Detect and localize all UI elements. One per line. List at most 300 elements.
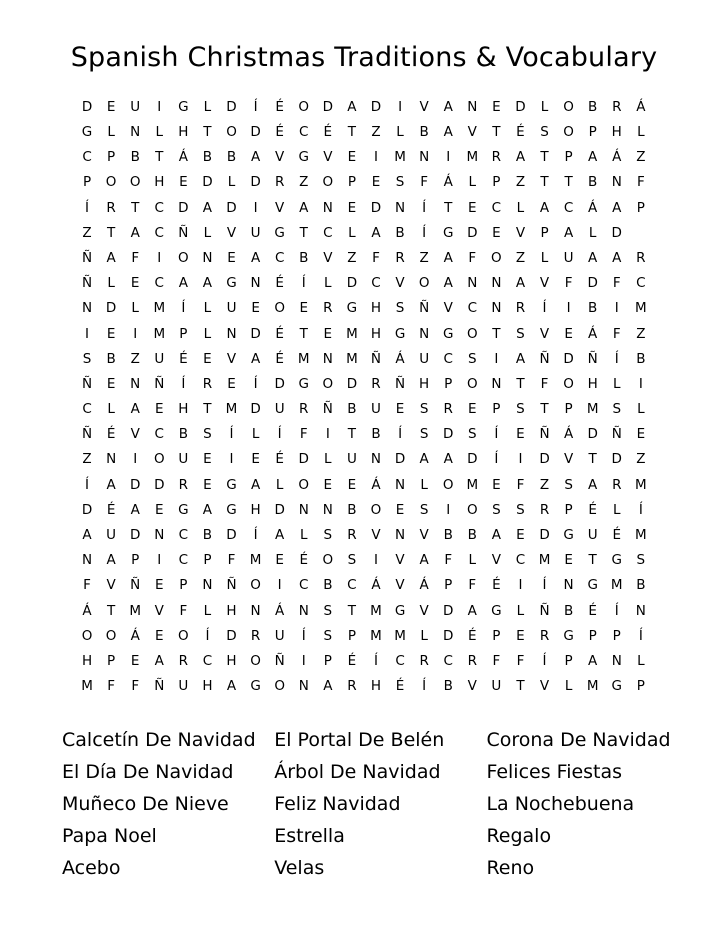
grid-cell[interactable]: F xyxy=(372,249,380,266)
grid-cell[interactable]: C xyxy=(347,577,357,594)
grid-cell[interactable]: B xyxy=(371,426,381,443)
grid-cell[interactable]: P xyxy=(564,652,573,669)
grid-cell[interactable]: É xyxy=(275,275,284,292)
grid-cell[interactable]: U xyxy=(587,527,598,544)
grid-cell[interactable]: V xyxy=(515,224,526,241)
grid-cell[interactable]: I xyxy=(373,149,378,166)
grid-cell[interactable]: Z xyxy=(636,325,646,342)
grid-cell[interactable]: N xyxy=(370,451,382,468)
grid-cell[interactable]: V xyxy=(106,577,116,594)
grid-cell[interactable]: F xyxy=(540,375,549,392)
grid-cell[interactable]: E xyxy=(251,300,260,317)
grid-cell[interactable]: D xyxy=(274,375,285,392)
grid-cell[interactable]: B xyxy=(347,501,357,518)
word-list-item[interactable]: Papa Noel xyxy=(62,824,157,847)
grid-cell[interactable]: T xyxy=(492,124,501,141)
grid-cell[interactable]: O xyxy=(322,552,334,569)
grid-cell[interactable]: M xyxy=(346,350,358,367)
grid-cell[interactable]: V xyxy=(154,602,164,619)
grid-cell[interactable]: M xyxy=(370,627,382,644)
grid-cell[interactable]: O xyxy=(563,124,574,141)
grid-cell[interactable]: D xyxy=(394,451,406,468)
grid-cell[interactable]: D xyxy=(515,98,526,115)
grid-cell[interactable]: Ñ xyxy=(154,375,165,392)
grid-cell[interactable]: G xyxy=(226,501,237,518)
grid-cell[interactable]: Z xyxy=(130,350,140,367)
grid-cell[interactable]: V xyxy=(395,275,405,292)
grid-cell[interactable]: E xyxy=(106,98,116,115)
grid-cell[interactable]: V xyxy=(563,451,574,468)
grid-cell[interactable]: M xyxy=(466,149,479,166)
grid-cell[interactable]: Z xyxy=(299,174,309,191)
grid-cell[interactable]: A xyxy=(515,149,526,166)
grid-cell[interactable]: M xyxy=(635,300,647,317)
grid-cell[interactable]: V xyxy=(371,527,381,544)
grid-cell[interactable]: U xyxy=(346,451,357,468)
grid-cell[interactable]: Ñ xyxy=(419,300,430,317)
word-list-item[interactable]: Regalo xyxy=(486,824,552,847)
grid-cell[interactable]: I xyxy=(638,375,643,392)
grid-cell[interactable]: S xyxy=(492,501,501,518)
grid-cell[interactable]: E xyxy=(492,98,501,115)
grid-cell[interactable]: M xyxy=(346,325,358,342)
grid-cell[interactable]: L xyxy=(203,602,212,619)
grid-cell[interactable]: G xyxy=(298,149,309,166)
grid-cell[interactable]: V xyxy=(226,224,237,241)
grid-cell[interactable]: T xyxy=(588,451,597,468)
grid-cell[interactable]: G xyxy=(587,577,598,594)
grid-cell[interactable]: I xyxy=(133,325,138,342)
grid-cell[interactable]: B xyxy=(202,149,213,166)
grid-cell[interactable]: M xyxy=(249,552,262,569)
grid-cell[interactable]: O xyxy=(105,174,117,191)
grid-cell[interactable]: C xyxy=(274,249,285,266)
grid-cell[interactable]: R xyxy=(467,652,477,669)
grid-cell[interactable]: N xyxy=(395,527,406,544)
grid-cell[interactable]: Á xyxy=(563,426,574,443)
grid-cell[interactable]: F xyxy=(131,678,140,695)
grid-cell[interactable]: R xyxy=(612,98,622,115)
grid-cell[interactable]: L xyxy=(540,98,549,115)
word-list-item[interactable]: Felices Fiestas xyxy=(486,760,623,783)
grid-cell[interactable]: D xyxy=(587,275,598,292)
grid-cell[interactable]: G xyxy=(563,527,574,544)
grid-cell[interactable]: T xyxy=(516,375,525,392)
grid-cell[interactable]: C xyxy=(178,527,189,544)
grid-cell[interactable]: L xyxy=(203,325,212,342)
grid-cell[interactable]: M xyxy=(153,325,166,342)
grid-cell[interactable]: P xyxy=(492,401,501,418)
grid-cell[interactable]: Á xyxy=(275,602,285,619)
grid-cell[interactable]: E xyxy=(155,501,164,518)
grid-cell[interactable]: B xyxy=(588,174,598,191)
grid-cell[interactable]: V xyxy=(539,678,550,695)
grid-cell[interactable]: B xyxy=(395,224,405,241)
grid-cell[interactable]: D xyxy=(563,350,574,367)
grid-cell[interactable]: V xyxy=(539,325,550,342)
grid-cell[interactable]: Í xyxy=(205,627,210,644)
grid-cell[interactable]: T xyxy=(106,224,116,241)
word-list-item[interactable]: El Portal De Belén xyxy=(274,728,445,751)
grid-cell[interactable]: V xyxy=(491,552,501,569)
grid-cell[interactable]: A xyxy=(443,98,453,115)
grid-cell[interactable]: P xyxy=(564,501,573,518)
grid-cell[interactable]: Í xyxy=(494,426,499,443)
grid-cell[interactable]: R xyxy=(395,249,405,266)
grid-cell[interactable]: L xyxy=(564,678,573,695)
word-list-item[interactable]: Reno xyxy=(486,856,535,879)
grid-cell[interactable]: O xyxy=(274,678,285,695)
grid-cell[interactable]: É xyxy=(275,325,284,342)
grid-cell[interactable]: M xyxy=(466,476,479,493)
grid-cell[interactable]: N xyxy=(202,577,213,594)
grid-cell[interactable]: V xyxy=(467,124,477,141)
grid-cell[interactable]: D xyxy=(467,451,478,468)
grid-cell[interactable]: V xyxy=(323,149,333,166)
grid-cell[interactable]: A xyxy=(539,199,550,216)
grid-cell[interactable]: H xyxy=(226,652,237,669)
grid-cell[interactable]: M xyxy=(297,350,310,367)
grid-cell[interactable]: V xyxy=(443,300,453,317)
grid-cell[interactable]: É xyxy=(275,451,284,468)
grid-cell[interactable]: E xyxy=(227,249,236,266)
grid-cell[interactable]: E xyxy=(106,375,116,392)
grid-cell[interactable]: Z xyxy=(419,249,429,266)
grid-cell[interactable]: M xyxy=(538,552,551,569)
grid-cell[interactable]: N xyxy=(395,199,406,216)
grid-cell[interactable]: B xyxy=(588,98,598,115)
grid-cell[interactable]: M xyxy=(586,678,599,695)
grid-cell[interactable]: A xyxy=(588,249,598,266)
grid-cell[interactable]: G xyxy=(346,300,358,317)
grid-cell[interactable]: L xyxy=(637,124,645,141)
grid-cell[interactable]: I xyxy=(133,451,138,468)
grid-cell[interactable]: A xyxy=(202,501,213,518)
grid-cell[interactable]: O xyxy=(250,577,261,594)
grid-cell[interactable]: L xyxy=(203,224,212,241)
grid-cell[interactable]: Í xyxy=(542,652,547,669)
grid-cell[interactable]: H xyxy=(419,375,430,392)
grid-cell[interactable]: Í xyxy=(253,375,258,392)
grid-cell[interactable]: O xyxy=(226,124,237,141)
grid-cell[interactable]: D xyxy=(587,426,598,443)
grid-cell[interactable]: H xyxy=(250,501,261,518)
grid-cell[interactable]: É xyxy=(516,124,525,141)
grid-cell[interactable]: I xyxy=(373,552,378,569)
grid-cell[interactable]: Ñ xyxy=(226,577,237,594)
grid-cell[interactable]: S xyxy=(323,627,333,644)
grid-cell[interactable]: P xyxy=(203,552,212,569)
grid-cell[interactable]: G xyxy=(178,98,189,115)
grid-cell[interactable]: D xyxy=(539,451,550,468)
grid-cell[interactable]: É xyxy=(468,627,477,644)
grid-cell[interactable]: L xyxy=(516,199,525,216)
grid-cell[interactable]: O xyxy=(153,451,165,468)
grid-cell[interactable]: R xyxy=(250,627,261,644)
grid-cell[interactable]: Ñ xyxy=(539,602,550,619)
grid-cell[interactable]: I xyxy=(277,577,282,594)
grid-cell[interactable]: R xyxy=(178,652,189,669)
grid-cell[interactable]: I xyxy=(446,501,451,518)
grid-cell[interactable]: S xyxy=(564,476,573,493)
grid-cell[interactable]: E xyxy=(130,652,140,669)
grid-cell[interactable]: C xyxy=(178,552,189,569)
grid-cell[interactable]: P xyxy=(540,224,549,241)
grid-cell[interactable]: C xyxy=(299,124,309,141)
grid-cell[interactable]: G xyxy=(178,501,189,518)
grid-cell[interactable]: D xyxy=(539,527,550,544)
grid-cell[interactable]: Í xyxy=(277,426,282,443)
grid-cell[interactable]: O xyxy=(105,627,117,644)
grid-cell[interactable]: D xyxy=(467,224,478,241)
grid-cell[interactable]: O xyxy=(298,98,310,115)
grid-cell[interactable]: A xyxy=(250,350,261,367)
grid-cell[interactable]: I xyxy=(518,451,523,468)
grid-cell[interactable]: É xyxy=(395,678,405,695)
grid-cell[interactable]: T xyxy=(540,174,549,191)
grid-cell[interactable]: L xyxy=(227,174,236,191)
grid-cell[interactable]: E xyxy=(564,325,573,342)
grid-cell[interactable]: É xyxy=(299,552,308,569)
grid-cell[interactable]: R xyxy=(515,300,526,317)
grid-cell[interactable]: Á xyxy=(443,174,453,191)
grid-cell[interactable]: O xyxy=(442,476,454,493)
grid-cell[interactable]: E xyxy=(347,199,357,216)
grid-cell[interactable]: S xyxy=(516,325,525,342)
grid-cell[interactable]: T xyxy=(540,149,549,166)
grid-cell[interactable]: I xyxy=(446,149,451,166)
grid-cell[interactable]: M xyxy=(635,476,647,493)
grid-cell[interactable]: Á xyxy=(371,577,381,594)
grid-cell[interactable]: L xyxy=(612,501,621,518)
grid-cell[interactable]: D xyxy=(443,602,454,619)
grid-cell[interactable]: C xyxy=(202,652,213,669)
grid-cell[interactable]: E xyxy=(155,577,164,594)
grid-cell[interactable]: B xyxy=(323,577,333,594)
grid-cell[interactable]: Ñ xyxy=(395,375,406,392)
grid-cell[interactable]: U xyxy=(274,627,285,644)
grid-cell[interactable]: A xyxy=(443,249,453,266)
grid-cell[interactable]: Ñ xyxy=(274,652,285,669)
grid-cell[interactable]: N xyxy=(202,249,213,266)
grid-cell[interactable]: Í xyxy=(373,652,378,669)
grid-cell[interactable]: Í xyxy=(253,98,258,115)
grid-cell[interactable]: S xyxy=(323,527,333,544)
grid-cell[interactable]: G xyxy=(226,275,237,292)
grid-cell[interactable]: S xyxy=(395,300,405,317)
grid-cell[interactable]: Á xyxy=(588,199,598,216)
grid-cell[interactable]: M xyxy=(394,149,406,166)
grid-cell[interactable]: N xyxy=(106,451,117,468)
grid-cell[interactable]: I xyxy=(325,426,330,443)
grid-cell[interactable]: R xyxy=(636,249,646,266)
grid-cell[interactable]: A xyxy=(563,224,574,241)
grid-cell[interactable]: M xyxy=(635,527,647,544)
grid-cell[interactable]: Z xyxy=(636,149,646,166)
grid-cell[interactable]: L xyxy=(540,249,549,266)
grid-cell[interactable]: C xyxy=(395,652,405,669)
grid-cell[interactable]: S xyxy=(540,124,549,141)
grid-cell[interactable]: T xyxy=(564,174,573,191)
grid-cell[interactable]: N xyxy=(395,476,406,493)
grid-cell[interactable]: D xyxy=(105,300,117,317)
grid-cell[interactable]: V xyxy=(419,98,429,115)
grid-cell[interactable]: A xyxy=(588,149,598,166)
grid-cell[interactable]: H xyxy=(178,124,189,141)
word-list-item[interactable]: La Nochebuena xyxy=(486,792,635,815)
grid-cell[interactable]: O xyxy=(466,501,478,518)
grid-cell[interactable]: L xyxy=(203,98,212,115)
grid-cell[interactable]: G xyxy=(250,678,261,695)
grid-cell[interactable]: Z xyxy=(515,174,526,191)
grid-cell[interactable]: U xyxy=(178,678,189,695)
grid-cell[interactable]: A xyxy=(371,224,381,241)
grid-cell[interactable]: D xyxy=(370,199,382,216)
grid-cell[interactable]: G xyxy=(563,627,574,644)
grid-cell[interactable]: L xyxy=(107,124,115,141)
grid-cell[interactable]: N xyxy=(419,149,430,166)
grid-cell[interactable]: Í xyxy=(301,275,306,292)
grid-cell[interactable]: D xyxy=(250,325,261,342)
grid-cell[interactable]: N xyxy=(298,602,309,619)
grid-cell[interactable]: T xyxy=(540,401,549,418)
grid-cell[interactable]: É xyxy=(275,350,284,367)
grid-cell[interactable]: G xyxy=(442,224,454,241)
grid-cell[interactable]: D xyxy=(443,627,454,644)
grid-cell[interactable]: H xyxy=(370,325,382,342)
grid-cell[interactable]: T xyxy=(155,149,164,166)
grid-cell[interactable]: F xyxy=(612,325,621,342)
grid-cell[interactable]: Ñ xyxy=(81,426,93,443)
grid-cell[interactable]: N xyxy=(322,199,333,216)
grid-cell[interactable]: S xyxy=(612,401,622,418)
grid-cell[interactable]: A xyxy=(250,476,261,493)
grid-cell[interactable]: L xyxy=(107,401,115,418)
grid-cell[interactable]: A xyxy=(491,527,501,544)
grid-cell[interactable]: S xyxy=(636,552,646,569)
grid-cell[interactable]: A xyxy=(154,652,164,669)
grid-cell[interactable]: O xyxy=(418,275,430,292)
grid-cell[interactable]: O xyxy=(250,652,261,669)
grid-cell[interactable]: A xyxy=(419,552,429,569)
grid-cell[interactable]: N xyxy=(491,300,502,317)
grid-cell[interactable]: E xyxy=(492,224,501,241)
grid-cell[interactable]: Á xyxy=(395,350,405,367)
grid-cell[interactable]: F xyxy=(612,275,621,292)
grid-cell[interactable]: B xyxy=(443,678,453,695)
grid-cell[interactable]: R xyxy=(491,149,502,166)
grid-cell[interactable]: L xyxy=(251,426,260,443)
grid-cell[interactable]: A xyxy=(515,350,526,367)
grid-cell[interactable]: F xyxy=(516,652,525,669)
grid-cell[interactable]: D xyxy=(611,451,622,468)
grid-cell[interactable]: M xyxy=(81,678,93,695)
grid-cell[interactable]: Ñ xyxy=(81,249,93,266)
grid-cell[interactable]: F xyxy=(636,174,645,191)
grid-cell[interactable]: Ñ xyxy=(539,426,550,443)
grid-cell[interactable]: N xyxy=(491,275,502,292)
grid-cell[interactable]: E xyxy=(155,627,164,644)
grid-cell[interactable]: A xyxy=(226,678,237,695)
grid-cell[interactable]: Í xyxy=(614,350,619,367)
grid-cell[interactable]: M xyxy=(129,602,142,619)
grid-cell[interactable]: E xyxy=(155,401,164,418)
grid-cell[interactable]: G xyxy=(611,678,622,695)
grid-cell[interactable]: P xyxy=(179,325,188,342)
grid-cell[interactable]: T xyxy=(131,199,140,216)
grid-cell[interactable]: N xyxy=(250,275,261,292)
grid-cell[interactable]: A xyxy=(82,527,92,544)
grid-cell[interactable]: Í xyxy=(85,199,90,216)
word-list-item[interactable]: Acebo xyxy=(62,856,121,879)
grid-cell[interactable]: D xyxy=(250,401,261,418)
grid-cell[interactable]: S xyxy=(395,174,405,191)
grid-cell[interactable]: O xyxy=(178,249,189,266)
grid-cell[interactable]: O xyxy=(322,375,334,392)
grid-cell[interactable]: Í xyxy=(638,627,643,644)
grid-cell[interactable]: P xyxy=(612,627,621,644)
grid-cell[interactable]: O xyxy=(563,375,574,392)
grid-cell[interactable]: L xyxy=(131,300,139,317)
grid-cell[interactable]: Z xyxy=(347,249,357,266)
grid-cell[interactable]: L xyxy=(203,300,212,317)
grid-cell[interactable]: Z xyxy=(539,476,550,493)
grid-cell[interactable]: I xyxy=(566,300,571,317)
grid-cell[interactable]: B xyxy=(299,249,309,266)
grid-cell[interactable]: T xyxy=(347,426,357,443)
grid-cell[interactable]: É xyxy=(179,350,188,367)
grid-cell[interactable]: F xyxy=(131,249,140,266)
grid-cell[interactable]: C xyxy=(82,401,92,418)
grid-cell[interactable]: Ñ xyxy=(81,375,93,392)
grid-cell[interactable]: B xyxy=(588,300,598,317)
grid-cell[interactable]: U xyxy=(563,249,574,266)
grid-cell[interactable]: Í xyxy=(422,678,427,695)
grid-cell[interactable]: A xyxy=(467,602,477,619)
grid-cell[interactable]: D xyxy=(129,527,141,544)
grid-cell[interactable]: É xyxy=(106,501,116,518)
grid-cell[interactable]: M xyxy=(394,627,406,644)
grid-cell[interactable]: Í xyxy=(253,527,258,544)
grid-cell[interactable]: C xyxy=(154,199,164,216)
grid-cell[interactable]: E xyxy=(492,476,501,493)
grid-cell[interactable]: D xyxy=(81,501,93,518)
grid-cell[interactable]: Ñ xyxy=(611,426,622,443)
grid-cell[interactable]: T xyxy=(588,552,597,569)
grid-cell[interactable]: E xyxy=(395,501,405,518)
grid-cell[interactable]: P xyxy=(444,577,453,594)
grid-cell[interactable]: L xyxy=(468,552,477,569)
grid-cell[interactable]: V xyxy=(419,527,429,544)
grid-cell[interactable]: O xyxy=(491,249,502,266)
grid-cell[interactable]: D xyxy=(81,98,93,115)
grid-cell[interactable]: Í xyxy=(494,451,499,468)
grid-cell[interactable]: N xyxy=(130,124,141,141)
grid-cell[interactable]: R xyxy=(539,501,550,518)
grid-cell[interactable]: Ñ xyxy=(587,350,598,367)
grid-cell[interactable]: A xyxy=(419,451,429,468)
grid-cell[interactable]: P xyxy=(82,174,92,191)
grid-cell[interactable]: S xyxy=(419,426,429,443)
grid-cell[interactable]: L xyxy=(324,451,332,468)
grid-cell[interactable]: E xyxy=(468,401,477,418)
grid-cell[interactable]: B xyxy=(347,401,357,418)
grid-cell[interactable]: G xyxy=(274,224,285,241)
grid-cell[interactable]: F xyxy=(299,426,308,443)
grid-cell[interactable]: N xyxy=(491,375,502,392)
grid-cell[interactable]: L xyxy=(107,275,115,292)
grid-cell[interactable]: É xyxy=(612,527,622,544)
